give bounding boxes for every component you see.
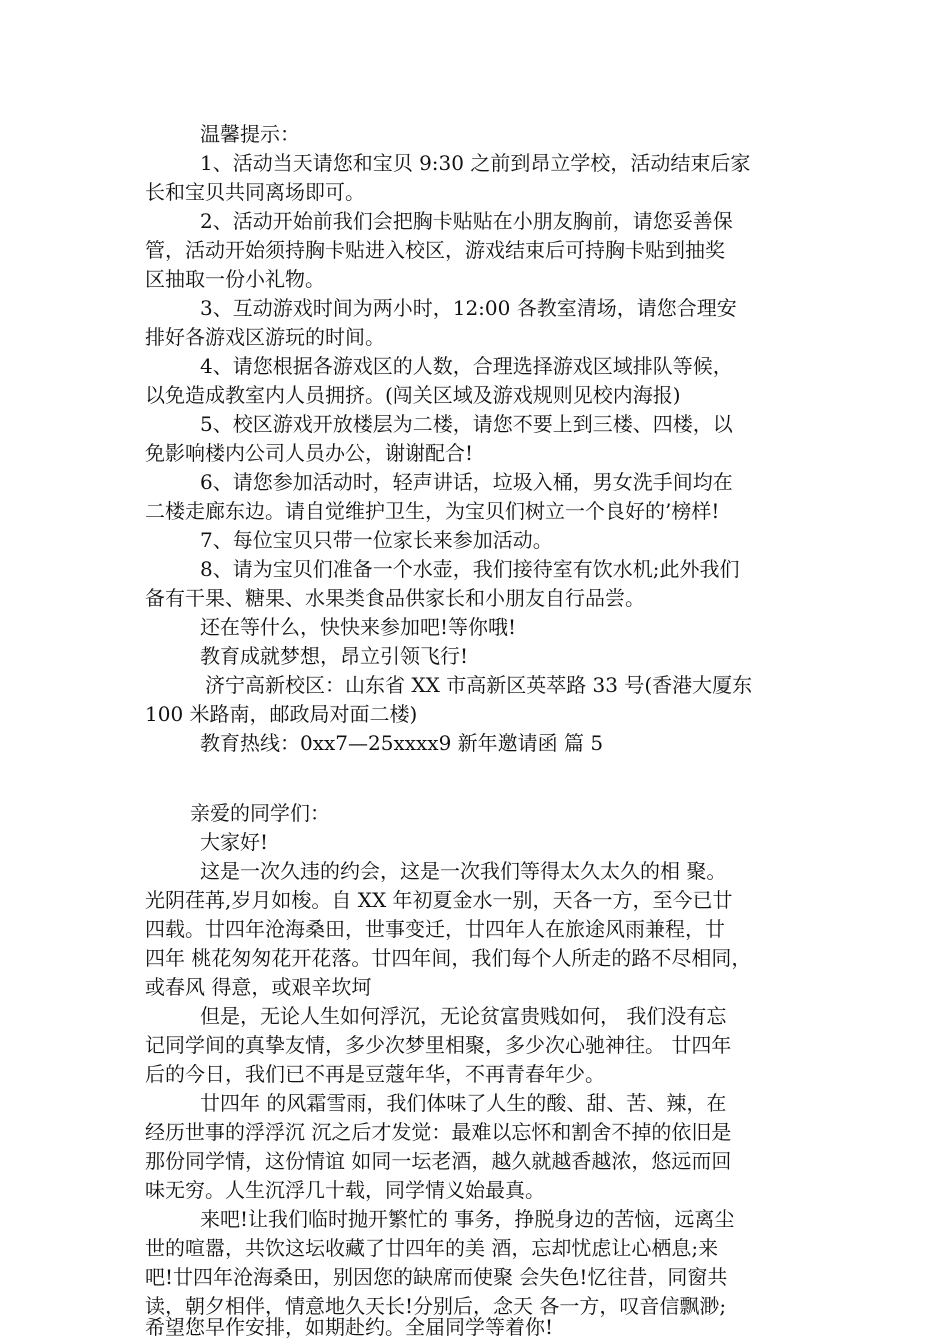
tip-1-line-1: 1、活动当天请您和宝贝 9:30 之前到昂立学校，活动结束后家 bbox=[200, 151, 751, 175]
para-4-line-2: 世的喧嚣，共饮这坛收藏了廿四年的美 酒，忘却忧虑让心栖息;来 bbox=[145, 1236, 719, 1260]
para-3-line-3: 那份同学情，这份情谊 如同一坛老酒，越久就越香越浓，悠远而回 bbox=[145, 1149, 732, 1173]
para-1-line-1: 这是一次久违的约会，这是一次我们等得太久太久的相 聚。 bbox=[200, 859, 727, 883]
tip-6-line-1: 6、请您参加活动时，轻声讲话，垃圾入桶，男女洗手间均在 bbox=[200, 470, 733, 494]
para-1-line-3: 四载。廿四年沧海桑田，世事变迁，廿四年人在旅途风雨兼程，廿 bbox=[145, 917, 725, 941]
closing-line-2: 教育成就梦想，昂立引领飞行! bbox=[200, 644, 469, 668]
para-1-line-5: 或春风 得意，或艰辛坎坷 bbox=[145, 975, 372, 999]
tip-4-line-2: 以免造成教室内人员拥挤。(闯关区域及游戏规则见校内海报) bbox=[145, 383, 681, 407]
tip-1-line-2: 长和宝贝共同离场即可。 bbox=[145, 180, 365, 204]
tip-7-line-1: 7、每位宝贝只带一位家长来参加活动。 bbox=[200, 528, 553, 552]
tip-5-line-2: 免影响楼内公司人员办公，谢谢配合! bbox=[145, 441, 474, 465]
tips-heading: 温馨提示： bbox=[200, 122, 300, 146]
tip-2-line-3: 区抽取一份小礼物。 bbox=[145, 267, 325, 291]
address-line-2: 100 米路南，邮政局对面二楼) bbox=[145, 702, 418, 726]
para-2-line-3: 后的今日，我们已不再是豆蔻年华，不再青春年少。 bbox=[145, 1062, 605, 1086]
hotline-line: 教育热线：0xx7—25xxxx9 新年邀请函 篇 5 bbox=[200, 731, 604, 755]
para-1-line-2: 光阴荏苒,岁月如梭。自 XX 年初夏金水一别，天各一方，至今已廿 bbox=[145, 888, 733, 912]
address-line-1: 济宁高新校区：山东省 XX 市高新区英萃路 33 号(香港大厦东 bbox=[205, 673, 753, 697]
tip-2-line-2: 管，活动开始须持胸卡贴进入校区，游戏结束后可持胸卡贴到抽奖 bbox=[145, 238, 725, 262]
para-3-line-2: 经历世事的浮浮沉 沉之后才发觉：最难以忘怀和割舍不掉的依旧是 bbox=[145, 1120, 732, 1144]
tip-3-line-2: 排好各游戏区游玩的时间。 bbox=[145, 325, 385, 349]
tip-4-line-1: 4、请您根据各游戏区的人数，合理选择游戏区域排队等候， bbox=[200, 354, 733, 378]
para-4-line-4: 读，朝夕相伴，情意地久天长!分别后，念天 各一方，叹音信飘渺; bbox=[145, 1294, 727, 1318]
para-4-line-5: 希望您早作安排，如期赴约。全届同学等着你! bbox=[145, 1315, 554, 1339]
salutation: 亲爱的同学们： bbox=[190, 801, 330, 825]
tip-3-line-1: 3、互动游戏时间为两小时，12:00 各教室清场，请您合理安 bbox=[200, 296, 737, 320]
para-4-line-3: 吧!廿四年沧海桑田，别因您的缺席而使聚 会失色!忆往昔，同窗共 bbox=[145, 1265, 728, 1289]
para-2-line-1: 但是，无论人生如何浮沉，无论贫富贵贱如何， 我们没有忘 bbox=[200, 1004, 727, 1028]
tip-8-line-1: 8、请为宝贝们准备一个水壶，我们接待室有饮水机;此外我们 bbox=[200, 557, 740, 581]
para-2-line-2: 记同学间的真挚友情，多少次梦里相聚，多少次心驰神往。 廿四年 bbox=[145, 1033, 732, 1057]
para-1-line-4: 四年 桃花匆匆花开花落。廿四年间，我们每个人所走的路不尽相同， bbox=[145, 946, 752, 970]
tip-5-line-1: 5、校区游戏开放楼层为二楼，请您不要上到三楼、四楼，以 bbox=[200, 412, 733, 436]
greeting: 大家好! bbox=[200, 830, 269, 854]
para-3-line-1: 廿四年 的风霜雪雨，我们体味了人生的酸、甜、苦、辣，在 bbox=[200, 1091, 727, 1115]
para-4-line-1: 来吧!让我们临时抛开繁忙的 事务，挣脱身边的苦恼，远离尘 bbox=[200, 1207, 735, 1231]
tip-2-line-1: 2、活动开始前我们会把胸卡贴贴在小朋友胸前，请您妥善保 bbox=[200, 209, 733, 233]
tip-6-line-2: 二楼走廊东边。请自觉维护卫生，为宝贝们树立一个良好的’榜样! bbox=[145, 499, 720, 523]
para-3-line-4: 味无穷。人生沉浮几十载，同学情义始最真。 bbox=[145, 1178, 545, 1202]
tip-8-line-2: 备有干果、糖果、水果类食品供家长和小朋友自行品尝。 bbox=[145, 586, 645, 610]
closing-line-1: 还在等什么，快快来参加吧!等你哦! bbox=[200, 615, 517, 639]
